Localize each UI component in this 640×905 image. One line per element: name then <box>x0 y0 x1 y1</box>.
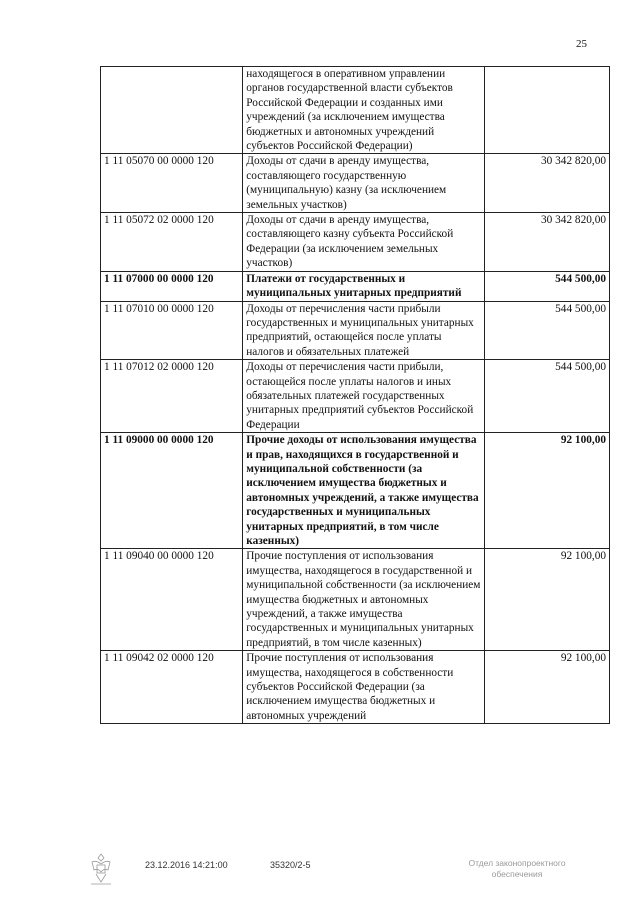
row-amount: 92 100,00 <box>484 433 609 549</box>
row-name: находящегося в оперативном управлении органов государственной власти субъектов Российской Федерации и созданных ими учреждений (за исключением имущества бюджетных и автономных учреждений субъектов Российской Федерации) <box>243 67 484 154</box>
table-row-bold <box>101 271 610 301</box>
row-code: 1 11 05072 02 0000 120 <box>101 213 243 272</box>
revenue-table <box>100 66 610 724</box>
row-amount: 92 100,00 <box>484 549 609 651</box>
row-code: 1 11 07010 00 0000 120 <box>101 301 243 360</box>
table-row <box>101 67 610 154</box>
table-row <box>101 651 610 724</box>
row-code: 1 11 07012 02 0000 120 <box>101 360 243 433</box>
row-amount: 544 500,00 <box>484 271 609 301</box>
table-row <box>101 549 610 651</box>
page-footer <box>0 858 640 898</box>
row-amount <box>484 67 609 154</box>
row-code: 1 11 09000 00 0000 120 <box>101 433 243 549</box>
document-number: 35320/2-5 <box>270 860 311 870</box>
row-code: 1 11 09040 00 0000 120 <box>101 549 243 651</box>
stamp-line-1: Отдел законопроектного <box>468 858 566 868</box>
department-stamp <box>442 858 592 880</box>
table-row <box>101 301 610 360</box>
stamp-line-2: обеспечения <box>491 869 543 879</box>
revenue-table-body <box>101 67 610 724</box>
row-name: Прочие доходы от использования имущества и прав, находящихся в государственной и муниципальной собственности (за исключением имущества бюджетных и автономных учреждений, а также имущества государственных и муниципальных унитарных предприятий, в том числе казенных) <box>243 433 484 549</box>
row-name: Прочие поступления от использования имущества, находящегося в собственности субъектов Российской Федерации (за исключением имущества бюджетных и автономных учреждений <box>243 651 484 724</box>
row-code: 1 11 07000 00 0000 120 <box>101 271 243 301</box>
print-datetime: 23.12.2016 14:21:00 <box>145 860 228 870</box>
row-amount: 544 500,00 <box>484 360 609 433</box>
row-amount: 30 342 820,00 <box>484 213 609 272</box>
row-name: Платежи от государственных и муниципальных унитарных предприятий <box>243 271 484 301</box>
table-row <box>101 360 610 433</box>
row-name: Прочие поступления от использования имущества, находящегося в государственной и муниципальной собственности (за исключением имущества бюджетных и автономных учреждений, а также имущества государственных и муниципальных унитарных предприятий, в том числе казенных) <box>243 549 484 651</box>
table-row <box>101 154 610 213</box>
coat-of-arms-icon <box>88 852 114 886</box>
row-code <box>101 67 243 154</box>
row-amount: 544 500,00 <box>484 301 609 360</box>
row-name: Доходы от сдачи в аренду имущества, составляющего государственную (муниципальную) казну (за исключением земельных участков) <box>243 154 484 213</box>
table-row-bold <box>101 433 610 549</box>
page-number: 25 <box>576 38 587 50</box>
row-name: Доходы от перечисления части прибыли государственных и муниципальных унитарных предприятий, остающейся после уплаты налогов и обязательных платежей <box>243 301 484 360</box>
row-amount: 30 342 820,00 <box>484 154 609 213</box>
row-name: Доходы от перечисления части прибыли, остающейся после уплаты налогов и иных обязательных платежей государственных унитарных предприятий субъектов Российской Федерации <box>243 360 484 433</box>
row-code: 1 11 05070 00 0000 120 <box>101 154 243 213</box>
row-amount: 92 100,00 <box>484 651 609 724</box>
table-row <box>101 213 610 272</box>
row-name: Доходы от сдачи в аренду имущества, составляющего казну субъекта Российской Федерации (за исключением земельных участков) <box>243 213 484 272</box>
row-code: 1 11 09042 02 0000 120 <box>101 651 243 724</box>
